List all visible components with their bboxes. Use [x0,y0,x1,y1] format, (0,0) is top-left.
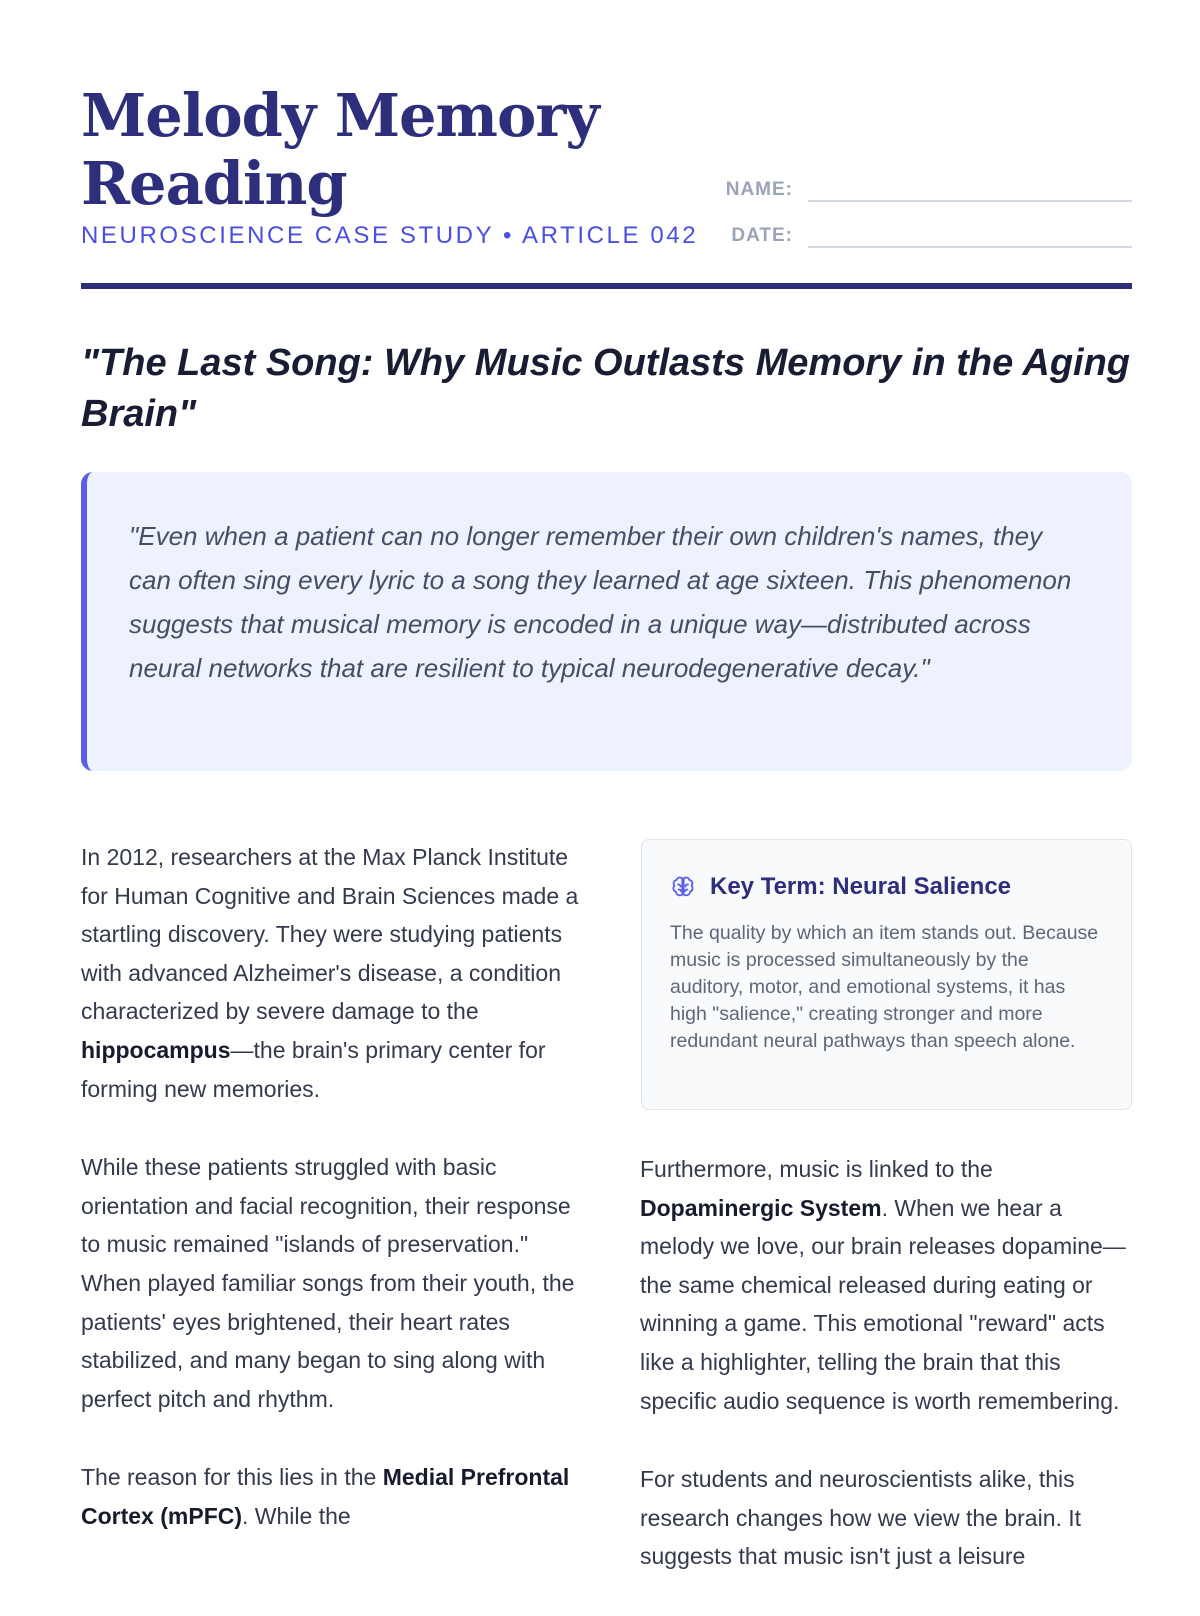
name-field[interactable] [808,200,1132,202]
key-term-definition: The quality by which an item stands out. Because music is processed simultaneously by the auditory, motor, and emotional systems, it has high "salience," creating stronger and more redundant neural pathways than speech alone. [670,922,1099,1052]
term-dopaminergic-system: Dopaminergic System [640,1194,882,1221]
right-column [640,1150,1136,1616]
right-paragraph-2: For students and neuroscientists alike, this research changes how we view the brain. It suggests that music isn't just a leisure [640,1466,1082,1570]
date-field[interactable] [808,246,1132,248]
brand-line-1: Melody Memory [81,81,599,150]
left-paragraph-1: In 2012, researchers at the Max Planck Institute for Human Cognitive and Brain Sciences made a startling discovery. They were studying patients with advanced Alzheimer's disease, a condition characterized by severe damage to the hippocampus—the brain's primary center for forming new memories. [81,844,579,1102]
date-label: DATE: [731,225,793,246]
pull-quote-text: "Even when a patient can no longer remember their own children's names, they can often sing every lyric to a song they learned at age sixteen. This phenomenon suggests that musical memory is encoded in a unique way—distributed across neural networks that are resilient to typical neurodegenerative decay." [129,521,1072,683]
key-term-title: Key Term: Neural Salience [710,873,1012,900]
term-mpfc: Medial Prefrontal Cortex (mPFC) [81,1464,570,1529]
right-paragraph-1: Furthermore, music is linked to the Dopaminergic System. When we hear a melody we love, our brain releases dopamine—the same chemical released during eating or winning a game. This emotional "reward" acts like a highlighter, telling the brain that this specific audio sequence is worth remembering. [640,1156,1126,1414]
pull-quote [81,472,1132,771]
key-term-header [670,870,1103,904]
term-hippocampus: hippocampus [81,1036,231,1063]
header-divider [81,283,1132,289]
left-paragraph-3: The reason for this lies in the Medial Prefrontal Cortex (mPFC). While the [81,1464,570,1529]
left-paragraph-2: While these patients struggled with basic orientation and facial recognition, their response to music remained "islands of preservation." When played familiar songs from their youth, the patients' eyes brightened, their heart rates stabilized, and many began to sing along with perfect pitch and rhythm. [81,1154,575,1412]
left-column [81,838,581,1576]
article-title: "The Last Song: Why Music Outlasts Memory in the Aging Brain" [81,342,1131,435]
worksheet-brand [81,82,641,218]
article-kicker: NEUROSCIENCE CASE STUDY • ARTICLE 042 [81,222,699,249]
key-term-box [641,839,1132,1110]
name-label: NAME: [725,179,793,200]
brand-line-2: Reading [81,149,347,218]
brain-icon [670,874,696,900]
